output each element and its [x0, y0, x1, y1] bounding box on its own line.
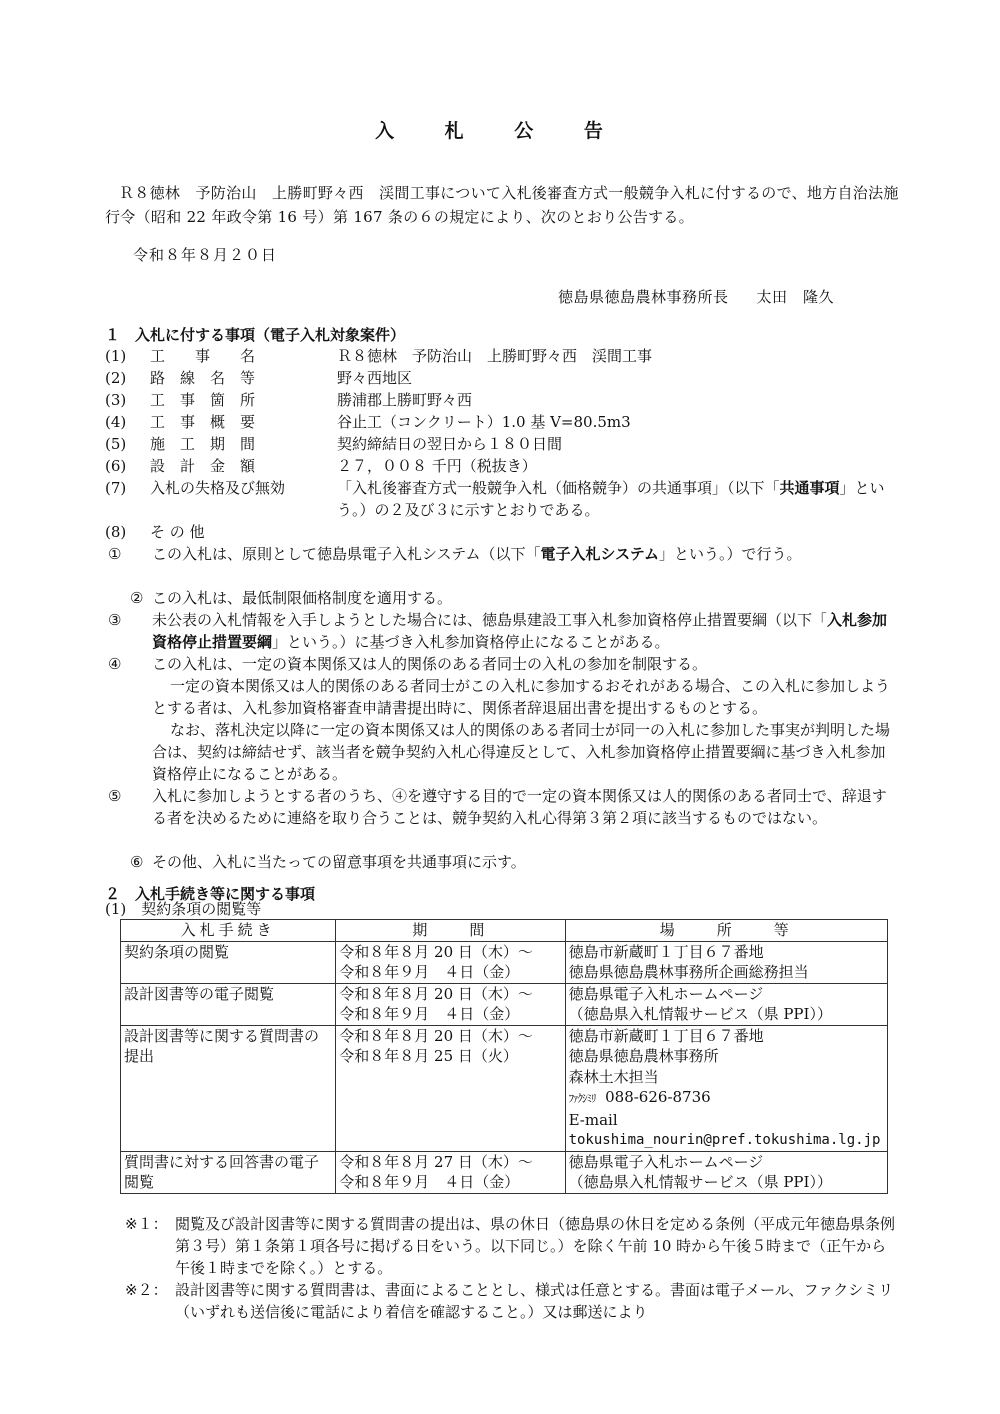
period-line: 令和８年８月 20 日（木）～	[339, 1026, 533, 1045]
column-header: 入札手続き	[121, 920, 336, 942]
place-line: 徳島県徳島農林事務所企画総務担当	[568, 963, 809, 981]
item-row	[105, 367, 412, 389]
item-value-text: 「入札後審査方式一般競争入札（価格競争）の共通事項」（以下「	[337, 479, 780, 497]
item-text: 」という。）で行う。	[659, 545, 802, 563]
item-value: ２７，００８ 千円（税抜き）	[337, 457, 537, 475]
item-value: Ｒ８徳林 予防治山 上勝町野々西 渓間工事	[337, 347, 653, 365]
item-value-bold: 共通事項	[779, 479, 840, 497]
item-label: 工 事 箇 所	[150, 391, 256, 409]
email-address: tokushima_nourin@pref.tokushima.lg.jp	[568, 1132, 881, 1148]
item-row	[105, 433, 562, 455]
item-number: (4)	[105, 413, 127, 431]
item-label: 工 事 概 要	[150, 413, 256, 431]
item-text: この入札は、最低制限価格制度を適用する。	[152, 589, 453, 607]
column-header: 場 所 等	[565, 920, 887, 942]
item-number: (5)	[105, 435, 127, 453]
item-text: その他、入札に当たっての留意事項を共通事項に示す。	[152, 853, 526, 871]
item-mark: ②	[130, 589, 144, 607]
item-7-value	[337, 477, 897, 521]
item-paragraph: 一定の資本関係又は人的関係のある者同士がこの入札に参加するおそれがある場合、この入札に参加しようとする者は、入札参加資格審査申請書提出時に、関係者辞退届出書を提出するものとする。	[152, 677, 891, 717]
place-cell	[565, 1151, 887, 1193]
period-cell	[336, 983, 565, 1025]
footnote-mark: ※１：	[125, 1215, 168, 1233]
fax-number: 088-626-8736	[605, 1088, 711, 1106]
table-row	[121, 941, 888, 983]
fax-line	[569, 1087, 884, 1110]
item-label: 入札の失格及び無効	[150, 479, 286, 497]
table-row	[121, 1025, 888, 1151]
footnote-text: 設計図書等に関する質問書は、書面によることとし、様式は任意とする。書面は電子メール、ファクシミリ（いずれも送信後に電話により着信を確認すること。）又は郵送により	[175, 1281, 894, 1321]
item-paragraph: なお、落札決定以降に一定の資本関係又は人的関係のある者同士が同一の入札に参加した事実が判明した場合は、契約は締結せず、該当者を競争契約入札心得違反として、入札参加資格停止措置要綱に基づき入札参加資格停止になることがある。	[152, 721, 891, 783]
item-bold: 入札参加資格停止措置要綱	[152, 611, 888, 651]
item-label: 路 線 名 等	[150, 369, 256, 387]
item-text: 入札に参加しようとする者のうち、④を遵守する目的で一定の資本関係又は人的関係のある者同士で、辞退する者を決めるために連絡を取り合うことは、競争契約入札心得第３第２項に該当するものではない。	[152, 787, 887, 827]
place-line: 徳島県電子入札ホームページ	[568, 1152, 764, 1171]
list-item	[108, 653, 898, 785]
item-text: この入札は、原則として徳島県電子入札システム（以下「	[152, 545, 541, 563]
item-label: 施 工 期 間	[150, 435, 256, 453]
list-item	[108, 609, 898, 653]
footnote-text: 閲覧及び設計図書等に関する質問書の提出は、県の休日（徳島県の休日を定める条例（平成元年徳島県条例第３号）第１条第１項各号に掲げる日をいう。以下同じ。）を除く午前 10 時から午後５時まで（正午から午後１時までを除く。）とする。	[175, 1215, 896, 1277]
item-number: (7)	[105, 479, 127, 497]
place-line: （徳島県入札情報サービス（県 PPI））	[568, 1005, 832, 1023]
section1-heading: １ 入札に付する事項（電子入札対象案件）	[105, 326, 406, 344]
place-line: 徳島県電子入札ホームページ	[568, 984, 764, 1003]
item-row	[105, 411, 631, 433]
intro-paragraph: Ｒ８徳林 予防治山 上勝町野々西 渓間工事について入札後審査方式一般競争入札に付するので、地方自治法施行令（昭和 22 年政令第 16 号）第 167 条の６の規定により、次のとおり公告する。	[105, 184, 899, 226]
procedure-cell: 質問書に対する回答書の電子閲覧	[121, 1151, 336, 1193]
item-mark: ⑥	[130, 853, 144, 871]
place-line: 徳島県徳島農林事務所	[568, 1047, 719, 1065]
item-number: (1)	[105, 347, 127, 365]
period-line: 令和８年９月 ４日（金）	[339, 1005, 520, 1023]
item-number: (6)	[105, 457, 127, 475]
period-line: 令和８年８月 27 日（木）～	[339, 1152, 533, 1171]
period-cell	[336, 941, 565, 983]
item-value: 野々西地区	[337, 369, 413, 387]
subsection-heading: (1) 契約条項の閲覧等	[105, 900, 262, 918]
item-value: 勝浦郡上勝町野々西	[337, 391, 473, 409]
item-mark: ⑤	[108, 787, 122, 805]
list-item	[108, 785, 898, 829]
item-label: 設 計 金 額	[150, 457, 256, 475]
list-item	[130, 587, 898, 609]
footnote-mark: ※２：	[125, 1281, 168, 1299]
item-row	[105, 477, 337, 499]
page-title: 入 札 公 告	[375, 120, 625, 142]
table-row	[121, 1151, 888, 1193]
item-row	[105, 345, 652, 367]
period-cell	[336, 1025, 565, 1151]
item-bold: 電子入札システム	[540, 545, 660, 563]
place-cell	[565, 1025, 887, 1151]
procedure-cell: 設計図書等に関する質問書の提出	[121, 1025, 336, 1151]
table-header-row	[121, 920, 888, 942]
email-label: E-mail	[568, 1110, 618, 1129]
item-value: 谷止工（コンクリート）1.0 基 V=80.5m3	[337, 413, 631, 431]
item-row	[105, 389, 472, 411]
place-line: 徳島市新蔵町１丁目６７番地	[568, 1026, 764, 1045]
footnote	[125, 1279, 898, 1323]
period-line: 令和８年８月 20 日（木）～	[339, 942, 533, 961]
period-line: 令和８年９月 ４日（金）	[339, 963, 520, 981]
place-cell	[565, 983, 887, 1025]
list-item	[130, 851, 898, 873]
item-text: 未公表の入札情報を入手しようとした場合には、徳島県建設工事入札参加資格停止措置要綱（以下「	[152, 611, 828, 629]
column-header: 期 間	[336, 920, 565, 942]
place-line: （徳島県入札情報サービス（県 PPI））	[568, 1173, 832, 1191]
issuer-name: 太田 隆久	[756, 288, 835, 306]
place-cell	[565, 941, 887, 983]
item-mark: ①	[108, 545, 122, 563]
period-line: 令和８年８月 25 日（火）	[339, 1047, 518, 1065]
place-line: 森林土木担当	[568, 1067, 659, 1086]
item-value: 契約締結日の翌日から１８０日間	[337, 435, 563, 453]
procedure-cell: 契約条項の閲覧	[121, 941, 336, 983]
procedure-cell: 設計図書等の電子閲覧	[121, 983, 336, 1025]
issuer-office: 徳島県徳島農林事務所長	[558, 288, 729, 306]
issuer-signature	[558, 286, 834, 307]
period-cell	[336, 1151, 565, 1193]
place-line: 徳島市新蔵町１丁目６７番地	[568, 942, 764, 961]
item-mark: ④	[108, 655, 122, 673]
item-number: (3)	[105, 391, 127, 409]
item-label: 工 事 名	[150, 347, 256, 365]
section2-heading: ２ 入札手続き等に関する事項	[105, 885, 316, 903]
item-mark: ③	[108, 611, 122, 629]
fax-label: ﾌｧｸｼﾐﾘ	[568, 1092, 596, 1105]
item-number: (2)	[105, 369, 127, 387]
footnote	[125, 1213, 898, 1279]
item-text: この入札は、一定の資本関係又は人的関係のある者同士の入札の参加を制限する。	[152, 655, 708, 673]
period-line: 令和８年９月 ４日（金）	[339, 1173, 520, 1191]
procedure-table	[120, 919, 888, 1194]
item-row	[105, 455, 537, 477]
item-text: 」という。）に基づき入札参加資格停止になることがある。	[272, 633, 670, 651]
list-item	[108, 543, 898, 565]
item-number: (8)	[105, 523, 127, 541]
table-row	[121, 983, 888, 1025]
period-line: 令和８年８月 20 日（木）～	[339, 984, 533, 1003]
notice-date: 令和８年８月２０日	[133, 246, 278, 264]
item-row	[105, 521, 205, 543]
item-label: そ の 他	[150, 523, 205, 541]
item-value-text: 」という。）の２及び３に示すとおりである。	[337, 479, 885, 519]
